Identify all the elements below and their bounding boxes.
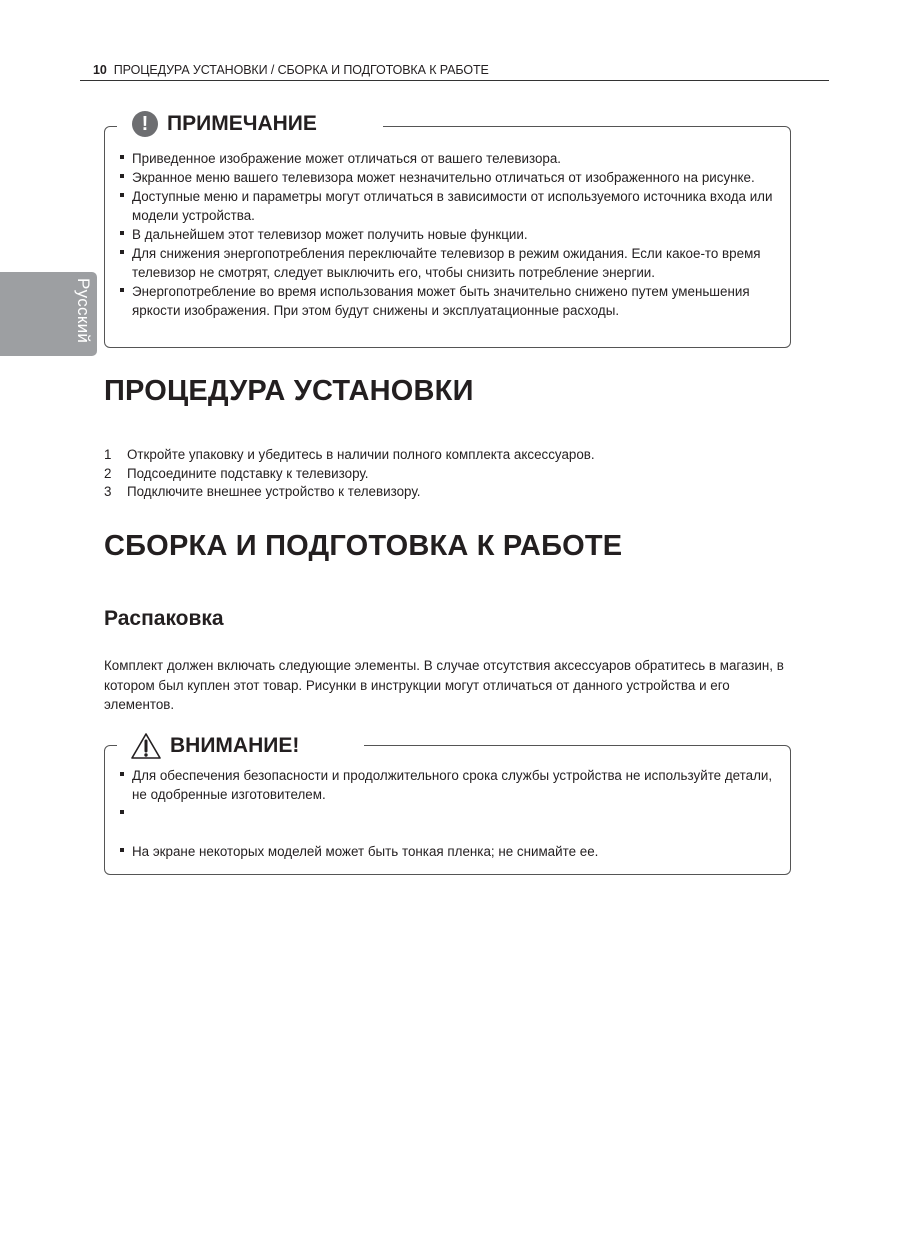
installation-heading: ПРОЦЕДУРА УСТАНОВКИ (104, 375, 474, 407)
step-item (104, 483, 595, 502)
running-header-title: ПРОЦЕДУРА УСТАНОВКИ / СБОРКА И ПОДГОТОВКА К РАБОТЕ (113, 63, 489, 77)
warning-title (130, 732, 299, 760)
step-item (104, 465, 595, 484)
running-header (80, 62, 829, 81)
warning-item (119, 804, 780, 823)
step-text: Откройте упаковку и убедитесь в наличии полного комплекта аксессуаров. (127, 447, 595, 462)
step-number: 2 (104, 465, 112, 481)
assembly-heading: СБОРКА И ПОДГОТОВКА К РАБОТЕ (104, 530, 623, 562)
note-item: Экранное меню вашего телевизора может незначительно отличаться от изображенного на рисунке. (119, 168, 780, 187)
note-item: Для снижения энергопотребления переключайте телевизор в режим ожидания. Если какое-то время телевизор не смотрят, следует выключить его, чтобы снизить потребление энергии. (119, 244, 780, 282)
step-number: 1 (104, 447, 112, 462)
step-item (104, 446, 595, 465)
warning-spacer (119, 823, 780, 842)
exclamation-circle-icon: ! (132, 111, 158, 137)
step-number: 3 (104, 484, 112, 499)
language-tab (0, 272, 97, 356)
step-text: Подсоедините подставку к телевизору. (127, 465, 369, 481)
warning-item: Для обеспечения безопасности и продолжительного срока службы устройства не используйте детали, не одобренные изготовителем. (119, 766, 780, 804)
page-number: 10 (93, 63, 107, 77)
note-item: В дальнейшем этот телевизор может получить новые функции. (119, 225, 780, 244)
warning-list (119, 766, 780, 861)
unpacking-heading: Распаковка (104, 607, 224, 630)
note-item: Приведенное изображение может отличаться от вашего телевизора. (119, 149, 780, 168)
note-item: Энергопотребление во время использования может быть значительно снижено путем уменьшения яркости изображения. При этом будут снижены и эксплуатационные расходы. (119, 282, 780, 320)
step-text: Подключите внешнее устройство к телевизору. (127, 484, 421, 499)
installation-steps (104, 446, 595, 502)
unpacking-intro: Комплект должен включать следующие элементы. В случае отсутствия аксессуаров обратитесь в магазин, в котором был куплен этот товар. Рисунки в инструкции могут отличаться от данного устройства и его элементов. (104, 658, 784, 712)
note-item: Доступные меню и параметры могут отличаться в зависимости от используемого источника входа или модели устройства. (119, 187, 780, 225)
note-list (119, 149, 780, 320)
note-title-text: ПРИМЕЧАНИЕ (167, 112, 317, 135)
warning-triangle-icon (130, 732, 162, 760)
note-box (104, 112, 791, 348)
warning-item: На экране некоторых моделей может быть тонкая пленка; не снимайте ее. (119, 842, 780, 861)
warning-box (104, 734, 791, 875)
language-tab-label: Русский (74, 278, 93, 344)
warning-title-text: ВНИМАНИЕ! (170, 734, 300, 757)
note-title (132, 111, 317, 137)
